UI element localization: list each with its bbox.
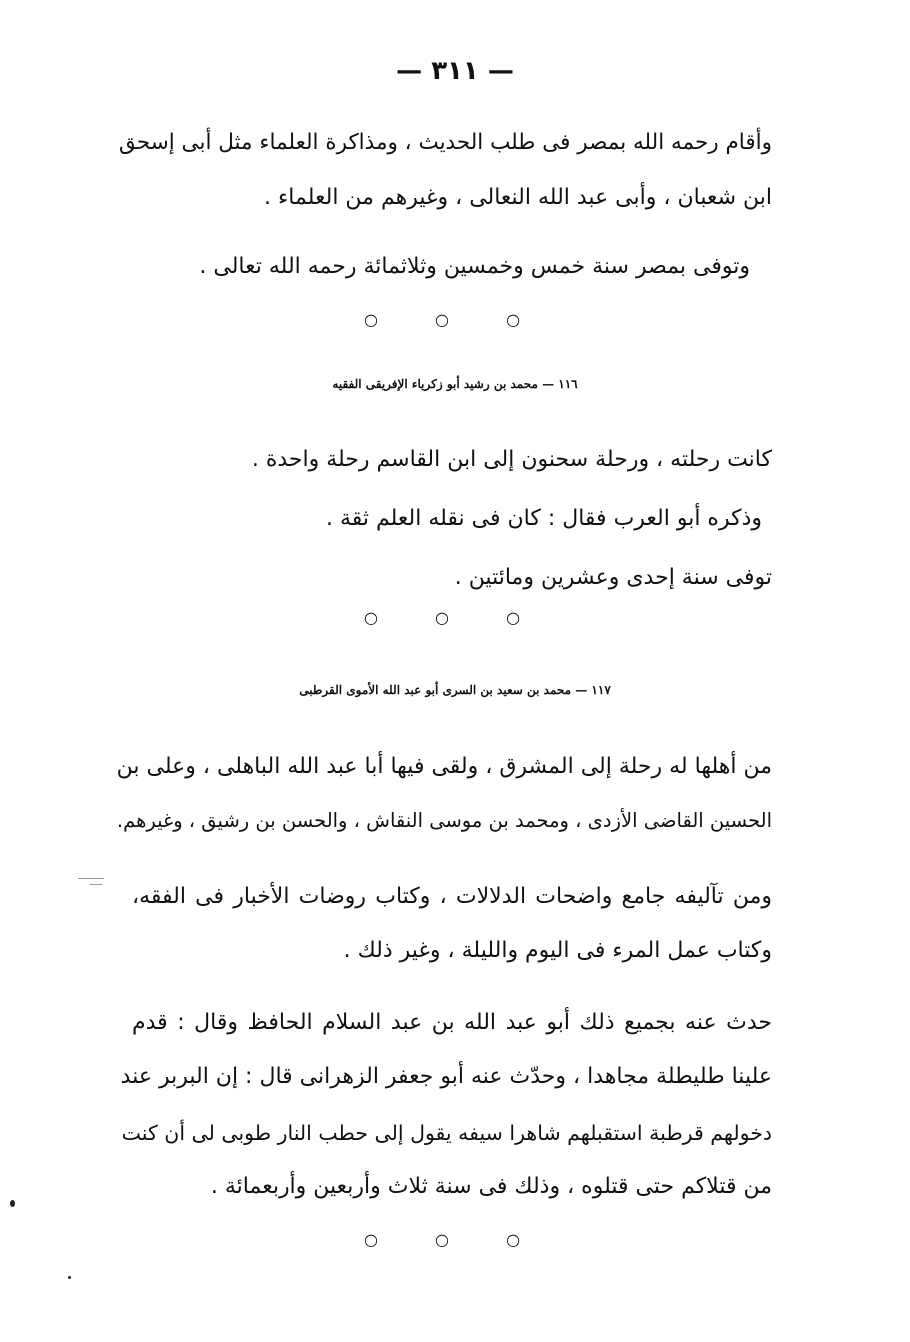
paragraph-line: حدث عنه بجميع ذلك أبو عبد الله بن عبد السلام الحافظ وقال : قدم — [132, 1010, 772, 1035]
paragraph-line: علينا طليطلة مجاهدا ، وحدّث عنه أبو جعفر الزهرانى قال : إن البربر عند — [120, 1064, 772, 1089]
scan-speck — [68, 1276, 71, 1279]
scan-mark — [90, 884, 102, 885]
paragraph-line: الحسين القاضى الأزدى ، ومحمد بن موسى النقاش ، والحسن بن رشيق ، وغيرهم. — [116, 809, 772, 832]
paragraph-line: من قتلاكم حتى قتلوه ، وذلك فى سنة ثلاث وأربعين وأربعمائة . — [210, 1174, 772, 1199]
entry-heading: ١١٧ — محمد بن سعيد بن السرى أبو عبد الله الأموى القرطبى — [299, 683, 611, 697]
entry-heading: ١١٦ — محمد بن رشيد أبو زكرياء الإفريقى الفقيه — [332, 377, 578, 391]
section-separator: ○ ○ ○ — [363, 608, 547, 627]
paragraph-line: من أهلها له رحلة إلى المشرق ، ولقى فيها أبا عبد الله الباهلى ، وعلى بن — [116, 754, 772, 779]
paragraph-line: وتوفى بمصر سنة خمس وخمسين وثلاثمائة رحمه الله تعالى . — [199, 254, 750, 279]
paragraph-line: وكتاب عمل المرء فى اليوم والليلة ، وغير ذلك . — [343, 938, 772, 963]
paragraph-line: دخولهم قرطبة استقبلهم شاهرا سيفه يقول إلى حطب النار طوبى لى أن كنت — [121, 1121, 772, 1145]
paragraph-line: ابن شعبان ، وأبى عبد الله النعالى ، وغيرهم من العلماء . — [263, 185, 772, 210]
paragraph-line: توفى سنة إحدى وعشرين ومائتين . — [454, 565, 772, 590]
page-number: — ٣١١ — — [396, 56, 514, 86]
scan-speck — [10, 1200, 15, 1207]
paragraph-line: وأقام رحمه الله بمصر فى طلب الحديث ، ومذاكرة العلماء مثل أبى إسحق — [118, 130, 772, 155]
paragraph-line: كانت رحلته ، ورحلة سحنون إلى ابن القاسم رحلة واحدة . — [251, 447, 772, 472]
section-separator: ○ ○ ○ — [363, 310, 547, 329]
scan-mark — [78, 878, 104, 879]
paragraph-line: ومن تآليفه جامع واضحات الدلالات ، وكتاب روضات الأخبار فى الفقه، — [132, 884, 772, 909]
paragraph-line: وذكره أبو العرب فقال : كان فى نقله العلم ثقة . — [325, 506, 762, 531]
section-separator: ○ ○ ○ — [363, 1230, 547, 1249]
